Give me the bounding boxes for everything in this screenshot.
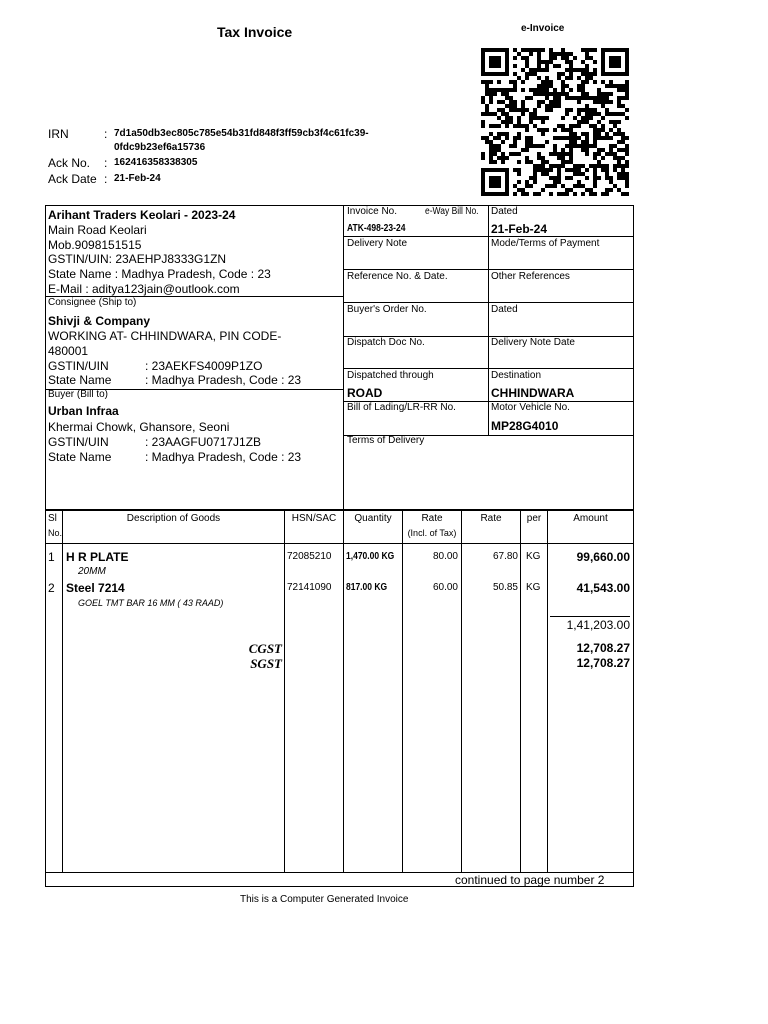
header-quantity: Quantity [354,513,392,524]
ack-no-value: 162416358338305 [114,157,198,168]
invoice-no-value: ATK-498-23-24 [347,223,406,234]
item-1-amount: 99,660.00 [576,550,630,564]
other-references-label: Other References [491,271,570,282]
mode-terms-label: Mode/Terms of Payment [491,238,600,249]
buyer-gstin-label: GSTIN/UIN [48,435,109,449]
item-1-rate: 67.80 [492,551,518,562]
eway-bill-label: e-Way Bill No. [425,206,479,217]
buyers-order-label: Buyer's Order No. [347,304,427,315]
header-description: Description of Goods [126,513,221,524]
item-2-sl: 2 [48,581,55,595]
dispatched-through-label: Dispatched through [347,370,434,381]
item-2-qty: 817.00 KG [346,582,388,593]
seller-email: E-Mail : aditya123jain@outlook.com [48,282,240,296]
item-2-hsn: 72141090 [287,582,332,593]
irn-colon: : [104,127,108,141]
subtotal-amount: 1,41,203.00 [566,618,630,632]
continued-note: continued to page number 2 [455,873,605,887]
consignee-state-label: State Name [48,373,112,387]
item-1-sub: 20MM [78,566,106,577]
sgst-label: SGST [250,656,282,671]
motor-vehicle-label: Motor Vehicle No. [491,402,570,413]
dated-label: Dated [491,206,518,217]
irn-value-line2: 0fdc9b23ef6a15736 [114,142,206,153]
irn-value-line1: 7d1a50db3ec805c785e54b31fd848f3ff59cb3f4c61fc39- [114,128,369,139]
consignee-gstin-value: : 23AEKFS4009P1ZO [145,359,263,373]
seller-state: State Name : Madhya Pradesh, Code : 23 [48,267,271,281]
ack-date-label: Ack Date [48,172,97,186]
qr-code-icon [481,48,629,196]
order-dated-label: Dated [491,304,518,315]
seller-gstin: GSTIN/UIN: 23AEHPJ8333G1ZN [48,252,227,266]
item-2-rate-incl: 60.00 [432,582,458,593]
dated-value: 21-Feb-24 [491,222,548,236]
consignee-address-line2: 480001 [48,344,89,358]
buyer-heading: Buyer (Bill to) [48,389,109,400]
delivery-note-label: Delivery Note [347,238,408,249]
seller-name: Arihant Traders Keolari - 2023-24 [48,208,236,222]
reference-label: Reference No. & Date. [347,271,448,282]
delivery-note-date-label: Delivery Note Date [491,337,575,348]
header-amount: Amount [573,513,608,524]
item-2-per: KG [526,582,541,593]
header-rate-incl: Rate [421,513,443,524]
seller-mobile: Mob.9098151515 [48,238,142,252]
dispatched-through-value: ROAD [347,386,383,400]
consignee-address-line1: WORKING AT- CHHINDWARA, PIN CODE- [48,329,282,343]
item-1-sl: 1 [48,550,55,564]
consignee-gstin-label: GSTIN/UIN [48,359,109,373]
buyer-gstin-value: : 23AAGFU0717J1ZB [145,435,262,449]
consignee-name: Shivji & Company [48,314,151,328]
consignee-state-value: : Madhya Pradesh, Code : 23 [145,373,302,387]
buyer-state-value: : Madhya Pradesh, Code : 23 [145,450,302,464]
sgst-amount: 12,708.27 [576,656,630,670]
buyer-name: Urban Infraa [48,404,119,418]
item-1-hsn: 72085210 [287,551,332,562]
items-table [45,510,634,887]
item-1-qty: 1,470.00 KG [346,551,395,562]
ack-no-label: Ack No. [48,156,91,170]
header-hsn: HSN/SAC [291,513,337,524]
footer-note: This is a Computer Generated Invoice [240,894,409,905]
ack-date-colon: : [104,172,108,186]
motor-vehicle-value: MP28G4010 [491,419,559,433]
buyer-address: Khermai Chowk, Ghansore, Seoni [48,420,230,434]
bill-lading-label: Bill of Lading/LR-RR No. [347,402,456,413]
item-2-amount: 41,543.00 [576,581,630,595]
dispatch-doc-label: Dispatch Doc No. [347,337,425,348]
destination-value: CHHINDWARA [491,386,575,400]
irn-label: IRN [48,127,69,141]
item-2-rate: 50.85 [492,582,518,593]
item-1-per: KG [526,551,541,562]
einvoice-label: e-Invoice [521,23,565,34]
invoice-no-label: Invoice No. [347,206,398,217]
ack-date-value: 21-Feb-24 [114,173,161,184]
header-rate-incl-sub: (Incl. of Tax) [407,528,457,538]
page-title: Tax Invoice [217,24,293,40]
item-2-sub: GOEL TMT BAR 16 MM ( 43 RAAD) [78,598,224,608]
destination-label: Destination [491,370,542,381]
item-1-name: H R PLATE [66,550,129,564]
buyer-state-label: State Name [48,450,112,464]
header-per: per [526,513,542,524]
terms-delivery-label: Terms of Delivery [347,435,425,446]
item-1-rate-incl: 80.00 [432,551,458,562]
header-rate: Rate [480,513,502,524]
subtotal-rule [550,616,630,617]
item-2-name: Steel 7214 [66,581,125,595]
header-sl-no: No. [48,528,63,538]
cgst-label: CGST [248,641,282,656]
consignee-heading: Consignee (Ship to) [48,297,137,308]
header-sl: Sl [48,513,57,524]
cgst-amount: 12,708.27 [576,641,630,655]
ack-no-colon: : [104,156,108,170]
seller-address: Main Road Keolari [48,223,147,237]
